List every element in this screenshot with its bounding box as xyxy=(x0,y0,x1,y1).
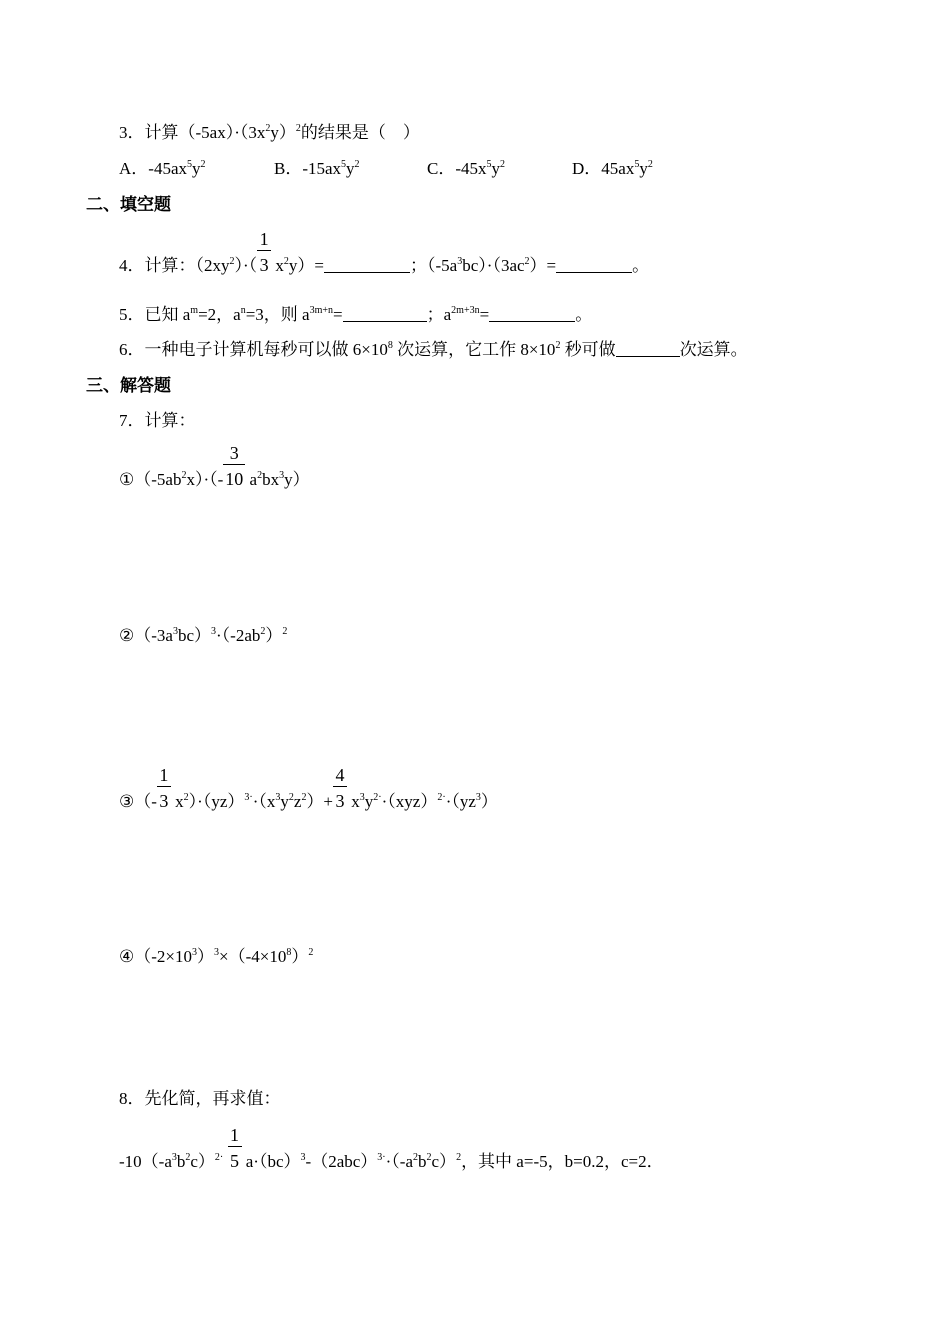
answer-blank-4a[interactable] xyxy=(324,256,410,273)
question-7-item-2: $②(-3a^3bc)^3\cdot(-2ab^2)^2$ xyxy=(119,626,288,645)
option-a[interactable]: A．$-45ax^5y^2$ xyxy=(119,159,206,178)
option-d[interactable]: D．$45ax^5y^2$ xyxy=(572,159,653,178)
section-2-title: 二、填空题 xyxy=(86,195,171,215)
option-b[interactable]: B．$-15ax^5y^2$ xyxy=(274,159,360,178)
question-7-intro: 7．计算： xyxy=(119,411,196,430)
question-7-item-1: $①(-5ab^2x)\cdot(-$ $\frac{3}{10} a^2bx^3y$） xyxy=(119,443,310,489)
option-c[interactable]: C．$-45x^5y^2$ xyxy=(427,159,505,178)
section-3-title: 三、解答题 xyxy=(86,376,171,396)
answer-blank-5b[interactable] xyxy=(489,305,575,322)
question-4: 4．计算：$(2xy^2)\cdot$（ $\frac{1}{3} x^2y)=$ ；$(-5a^3bc)\cdot(3ac^2)=$ 。 xyxy=(119,229,650,275)
answer-blank-6[interactable] xyxy=(616,340,680,357)
fraction-one-third: $\frac{1}{3}$ xyxy=(257,254,271,277)
answer-blank-4b[interactable] xyxy=(556,256,632,273)
question-7-item-3: ③（- $\frac{1}{3} x^2)\cdot(yz)^{3\cdot}\cdot(x^3y^2z^2)+$ $\frac{4}{3} x^3y^{2\cdot}\cdot(xyz)^{2\cdot}\cdot(yz^3)$ xyxy=(119,765,498,811)
fraction-four-thirds: $\frac{4}{3}$ xyxy=(333,790,347,813)
question-3-stem: 3．计算$(-5ax)\cdot(3x^2y)^2$的结果是（ ） xyxy=(119,123,420,142)
fraction-one-third: $\frac{1}{3}$ xyxy=(157,790,171,813)
question-8-intro: 8．先化简，再求值： xyxy=(119,1089,281,1108)
question-5: 5．已知 $a^m=2$，$a^n=3$，则 $a^{3m+n}=$ ；$a^{2m+3n}=$ 。 xyxy=(119,305,593,324)
fraction-one-fifth: $\frac{1}{5}$ xyxy=(228,1150,242,1173)
question-7-item-4: $④(-2\times 10^3)^3\times(-4\times 10^8)^2$ xyxy=(119,947,314,966)
answer-blank-5a[interactable] xyxy=(343,305,427,322)
question-6: 6．一种电子计算机每秒可以做 $6\times 10^8$ 次运算，它工作 $8\times 10^2$ 秒可做 次运算。 xyxy=(119,340,748,359)
fraction-three-tenths: $\frac{3}{10}$ xyxy=(225,443,244,489)
question-8-expression: $-10(-a^3b^2c)^{2\cdot}$ $\frac{1}{5} a\cdot(bc)^3-(2abc)^{3\cdot}\cdot(-a^2b^2c)^2$，其中 a=-5，b=0.2，c=2． xyxy=(119,1125,664,1171)
